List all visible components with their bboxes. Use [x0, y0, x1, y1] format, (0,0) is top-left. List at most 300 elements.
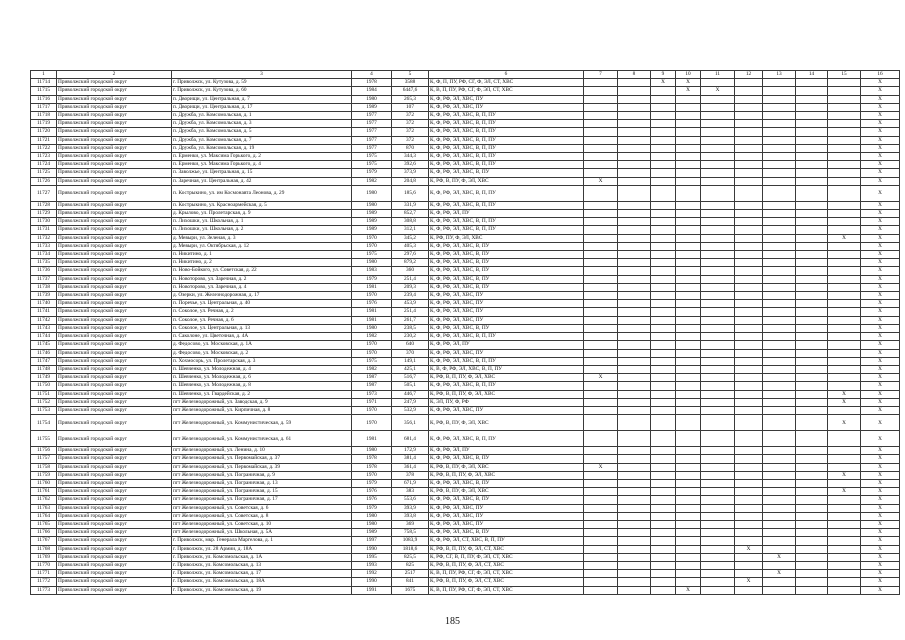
cell-mark-14 [796, 242, 828, 250]
cell-mark-8 [618, 242, 651, 250]
cell-mark-9 [651, 300, 676, 308]
cell-address: пгт Железнодорожный, ул. Школьная, д. 5А [172, 529, 352, 537]
cell-mark-9 [651, 201, 676, 209]
cell-mark-12 [735, 529, 763, 537]
cell-mark-7 [584, 144, 618, 152]
cell-area: 261,7 [392, 316, 429, 324]
column-header-12: 12 [735, 71, 763, 79]
cell-mark-14 [796, 275, 828, 283]
cell-mark-10 [676, 545, 701, 553]
cell-mark-9 [651, 365, 676, 373]
cell-mark-7 [584, 406, 618, 414]
table-row [31, 455, 900, 463]
cell-area: 238,5 [392, 324, 429, 332]
cell-mark-14 [796, 300, 828, 308]
cell-row-id: 11748 [31, 365, 57, 373]
cell-mark-10 [676, 406, 701, 414]
table-row [31, 201, 900, 209]
cell-mark-10 [676, 512, 701, 520]
table-row [31, 537, 900, 545]
table-row [31, 488, 900, 496]
cell-address: г. Приволжск, ул. Комсомольская, д. 19 [172, 586, 352, 594]
table-row [31, 357, 900, 365]
cell-mark-10 [676, 349, 701, 357]
cell-mark-13: Х [763, 570, 796, 578]
cell-address: пгт Железнодорожный, ул. Пограничная, д. 9 [172, 471, 352, 479]
cell-mark-8 [618, 201, 651, 209]
cell-mark-11 [701, 374, 735, 382]
table-row [31, 283, 900, 291]
cell-mark-9 [651, 471, 676, 479]
table-row [31, 520, 900, 528]
cell-mark-9 [651, 103, 676, 111]
cell-structural-elements: К, Ф, РФ, ЭЛ, ХВС, В, П, ПУ [429, 185, 584, 201]
cell-mark-12 [735, 398, 763, 406]
cell-structural-elements: К, РФ, В, ПУ, Ф, ЭЛ, ХВС [429, 463, 584, 471]
table-row [31, 570, 900, 578]
cell-mark-7 [584, 496, 618, 504]
table-row [31, 324, 900, 332]
cell-mark-16: Х [861, 161, 900, 169]
column-header-9: 9 [651, 71, 676, 79]
cell-municipality: Приволжский городской округ [57, 471, 172, 479]
cell-municipality: Приволжский городской округ [57, 496, 172, 504]
cell-mark-15 [828, 87, 861, 95]
cell-mark-8 [618, 267, 651, 275]
cell-mark-7 [584, 529, 618, 537]
cell-mark-12 [735, 259, 763, 267]
cell-mark-8 [618, 586, 651, 594]
cell-mark-15 [828, 292, 861, 300]
column-header-3: 3 [172, 71, 352, 79]
cell-year-built: 1970 [352, 406, 392, 414]
cell-mark-11 [701, 357, 735, 365]
cell-row-id: 11751 [31, 390, 57, 398]
cell-mark-9: Х [651, 79, 676, 87]
cell-municipality: Приволжский городской округ [57, 201, 172, 209]
cell-mark-11 [701, 529, 735, 537]
cell-mark-13 [763, 275, 796, 283]
cell-address: г. Приволжск, ул. Кутузова, д. 60 [172, 87, 352, 95]
cell-mark-11 [701, 406, 735, 414]
table-row [31, 185, 900, 201]
cell-mark-15 [828, 504, 861, 512]
cell-mark-8 [618, 406, 651, 414]
cell-mark-8 [618, 275, 651, 283]
cell-address: п. Шевченко, ул. Молодежная, д. 4 [172, 365, 352, 373]
cell-mark-8 [618, 349, 651, 357]
cell-municipality: Приволжский городской округ [57, 177, 172, 185]
cell-row-id: 11765 [31, 520, 57, 528]
cell-address: п. Дружба, ул. Комсомольская, д. 5 [172, 128, 352, 136]
cell-structural-elements: К, Ф, РФ, ЭЛ, ХВС, В, ПУ [429, 283, 584, 291]
cell-mark-14 [796, 177, 828, 185]
cell-mark-14 [796, 161, 828, 169]
cell-mark-14 [796, 479, 828, 487]
cell-mark-8 [618, 144, 651, 152]
cell-mark-8 [618, 374, 651, 382]
cell-mark-7 [584, 553, 618, 561]
cell-municipality: Приволжский городской округ [57, 374, 172, 382]
cell-mark-15 [828, 333, 861, 341]
cell-municipality: Приволжский городской округ [57, 512, 172, 520]
column-header-1: 1 [31, 71, 57, 79]
cell-mark-13 [763, 79, 796, 87]
cell-mark-14 [796, 390, 828, 398]
cell-municipality: Приволжский городской округ [57, 185, 172, 201]
cell-mark-16: Х [861, 218, 900, 226]
cell-year-built: 1989 [352, 103, 392, 111]
cell-mark-12 [735, 406, 763, 414]
table-row [31, 112, 900, 120]
cell-mark-9 [651, 512, 676, 520]
cell-mark-16: Х [861, 79, 900, 87]
cell-mark-7 [584, 512, 618, 520]
cell-area: 372 [392, 128, 429, 136]
cell-row-id: 11730 [31, 218, 57, 226]
cell-mark-10 [676, 561, 701, 569]
cell-mark-11 [701, 431, 735, 447]
cell-structural-elements: К, В, П, ПУ, РФ, СГ, Ф, ЭЛ, СТ, ХВС [429, 87, 584, 95]
cell-mark-16: Х [861, 226, 900, 234]
cell-mark-9 [651, 570, 676, 578]
cell-mark-11 [701, 455, 735, 463]
cell-mark-11 [701, 545, 735, 553]
column-header-15: 15 [828, 71, 861, 79]
cell-mark-16: Х [861, 185, 900, 201]
cell-mark-7 [584, 218, 618, 226]
cell-area: 372 [392, 120, 429, 128]
cell-year-built: 1987 [352, 382, 392, 390]
cell-mark-11 [701, 512, 735, 520]
cell-mark-14 [796, 374, 828, 382]
cell-area: 230,2 [392, 333, 429, 341]
cell-mark-9 [651, 415, 676, 431]
cell-mark-12 [735, 120, 763, 128]
cell-municipality: Приволжский городской округ [57, 95, 172, 103]
cell-mark-15: Х [828, 398, 861, 406]
cell-address: п. Лихошки, ул. Школьная, д. 1 [172, 218, 352, 226]
cell-mark-12 [735, 455, 763, 463]
table-row [31, 136, 900, 144]
cell-municipality: Приволжский городской округ [57, 242, 172, 250]
cell-address: п. Дружба, ул. Комсомольская, д. 1 [172, 112, 352, 120]
cell-mark-15 [828, 406, 861, 414]
cell-mark-16: Х [861, 267, 900, 275]
cell-year-built: 1980 [352, 201, 392, 209]
cell-mark-16: Х [861, 308, 900, 316]
cell-municipality: Приволжский городской округ [57, 382, 172, 390]
cell-mark-11 [701, 553, 735, 561]
cell-year-built: 1990 [352, 545, 392, 553]
cell-structural-elements: К, Ф, РФ, ЭЛ, СТ, ХВС, В, П, ПУ [429, 537, 584, 545]
cell-row-id: 11726 [31, 177, 57, 185]
cell-address: пгт Железнодорожный, ул. Пограничная, д. 15 [172, 488, 352, 496]
cell-mark-11 [701, 447, 735, 455]
cell-mark-16: Х [861, 529, 900, 537]
cell-mark-15 [828, 201, 861, 209]
cell-mark-7 [584, 120, 618, 128]
cell-row-id: 11719 [31, 120, 57, 128]
table-row [31, 382, 900, 390]
cell-municipality: Приволжский городской округ [57, 292, 172, 300]
cell-year-built: 1992 [352, 570, 392, 578]
cell-area: 251,4 [392, 275, 429, 283]
cell-mark-7 [584, 185, 618, 201]
table-row [31, 259, 900, 267]
cell-mark-10 [676, 578, 701, 586]
cell-area: 446,7 [392, 390, 429, 398]
cell-mark-9 [651, 586, 676, 594]
cell-year-built: 1976 [352, 496, 392, 504]
cell-mark-10 [676, 488, 701, 496]
cell-mark-15 [828, 161, 861, 169]
cell-structural-elements: К, Ф, РФ, ЭЛ, ХВС, В, ПУ [429, 275, 584, 283]
cell-mark-14 [796, 201, 828, 209]
table-row [31, 95, 900, 103]
cell-mark-8 [618, 333, 651, 341]
cell-mark-12 [735, 570, 763, 578]
cell-row-id: 11738 [31, 283, 57, 291]
table-row [31, 504, 900, 512]
cell-mark-14 [796, 79, 828, 87]
cell-area: 393,8 [392, 512, 429, 520]
cell-structural-elements: К, РФ, В, ПУ, Ф, ЭЛ, ХВС [429, 488, 584, 496]
cell-mark-10 [676, 447, 701, 455]
cell-mark-7 [584, 333, 618, 341]
cell-mark-16: Х [861, 357, 900, 365]
cell-row-id: 11743 [31, 324, 57, 332]
cell-mark-12 [735, 242, 763, 250]
cell-mark-14 [796, 218, 828, 226]
cell-row-id: 11766 [31, 529, 57, 537]
cell-municipality: Приволжский городской округ [57, 275, 172, 283]
cell-year-built: 1982 [352, 333, 392, 341]
cell-mark-9 [651, 267, 676, 275]
cell-address: п. Дворищи, ул. Центральная, д. 17 [172, 103, 352, 111]
cell-mark-9 [651, 447, 676, 455]
cell-mark-14 [796, 365, 828, 373]
cell-area: 172,9 [392, 447, 429, 455]
cell-row-id: 11723 [31, 153, 57, 161]
cell-mark-9 [651, 234, 676, 242]
cell-year-built: 1995 [352, 553, 392, 561]
cell-mark-10 [676, 136, 701, 144]
cell-mark-11 [701, 226, 735, 234]
cell-mark-7 [584, 431, 618, 447]
cell-area: 297,6 [392, 251, 429, 259]
cell-mark-14 [796, 324, 828, 332]
cell-mark-10 [676, 374, 701, 382]
cell-municipality: Приволжский городской округ [57, 406, 172, 414]
cell-year-built: 1970 [352, 234, 392, 242]
cell-row-id: 11764 [31, 512, 57, 520]
cell-municipality: Приволжский городской округ [57, 218, 172, 226]
cell-mark-8 [618, 112, 651, 120]
cell-mark-15 [828, 570, 861, 578]
cell-mark-14 [796, 185, 828, 201]
cell-mark-11 [701, 382, 735, 390]
cell-structural-elements: К, РФ, В, ПУ, Ф, ЭЛ, ХВС [429, 177, 584, 185]
cell-mark-10 [676, 218, 701, 226]
cell-mark-14 [796, 234, 828, 242]
cell-mark-15 [828, 112, 861, 120]
cell-address: п. Кострыкино, ул. Красноармейская, д. 5 [172, 201, 352, 209]
cell-mark-12 [735, 283, 763, 291]
cell-mark-9 [651, 382, 676, 390]
cell-mark-10 [676, 283, 701, 291]
cell-municipality: Приволжский городской округ [57, 570, 172, 578]
cell-mark-15 [828, 177, 861, 185]
cell-mark-10 [676, 520, 701, 528]
column-header-13: 13 [763, 71, 796, 79]
cell-mark-14 [796, 169, 828, 177]
cell-mark-16: Х [861, 300, 900, 308]
cell-mark-9 [651, 341, 676, 349]
cell-mark-12 [735, 136, 763, 144]
cell-mark-8 [618, 218, 651, 226]
cell-year-built: 1980 [352, 95, 392, 103]
table-row [31, 561, 900, 569]
cell-row-id: 11747 [31, 357, 57, 365]
cell-mark-10 [676, 382, 701, 390]
cell-mark-8 [618, 120, 651, 128]
cell-mark-9 [651, 333, 676, 341]
cell-municipality: Приволжский городской округ [57, 553, 172, 561]
cell-mark-12 [735, 415, 763, 431]
cell-mark-8 [618, 471, 651, 479]
cell-mark-13 [763, 308, 796, 316]
cell-mark-8 [618, 578, 651, 586]
cell-mark-11: Х [701, 87, 735, 95]
cell-mark-9 [651, 398, 676, 406]
cell-mark-8 [618, 496, 651, 504]
cell-mark-9 [651, 537, 676, 545]
cell-municipality: Приволжский городской округ [57, 144, 172, 152]
cell-mark-7 [584, 242, 618, 250]
cell-mark-11 [701, 415, 735, 431]
cell-structural-elements: К, РФ, В, П, ПУ, Ф, ЭЛ, СТ, ХВС [429, 561, 584, 569]
cell-mark-9 [651, 283, 676, 291]
cell-mark-12 [735, 79, 763, 87]
cell-mark-7 [584, 398, 618, 406]
cell-mark-8 [618, 553, 651, 561]
cell-mark-8 [618, 341, 651, 349]
cell-mark-11 [701, 349, 735, 357]
cell-address: пгт Железнодорожный, ул. Коммунистическая, д. 61 [172, 431, 352, 447]
cell-mark-13 [763, 242, 796, 250]
cell-area: 344,3 [392, 153, 429, 161]
cell-mark-11 [701, 463, 735, 471]
cell-area: 312,1 [392, 226, 429, 234]
cell-mark-10 [676, 95, 701, 103]
page-number: 185 [445, 616, 460, 627]
cell-address: г. Приволжск, мкр. Генерала Маргелова, д. 1 [172, 537, 352, 545]
cell-address: пгт Железнодорожный, ул. Кирпичная, д. 8 [172, 406, 352, 414]
cell-mark-9 [651, 488, 676, 496]
cell-mark-10 [676, 324, 701, 332]
cell-mark-15 [828, 259, 861, 267]
cell-mark-11 [701, 578, 735, 586]
cell-year-built: 1980 [352, 447, 392, 455]
cell-mark-13 [763, 382, 796, 390]
cell-mark-8 [618, 259, 651, 267]
cell-mark-12 [735, 324, 763, 332]
cell-structural-elements: К, РФ, В, П, ПУ, Ф, ЭЛ, ХВС [429, 471, 584, 479]
cell-mark-9 [651, 210, 676, 218]
cell-mark-8 [618, 447, 651, 455]
cell-row-id: 11729 [31, 210, 57, 218]
cell-structural-elements: К, Ф, РФ, ЭЛ, ХВС, В, ПУ [429, 251, 584, 259]
cell-address: г. Приволжск, ул. 28 Армии, д. 18А [172, 545, 352, 553]
cell-mark-11 [701, 201, 735, 209]
cell-area: 372 [392, 136, 429, 144]
cell-structural-elements: К, Ф, РФ, ЭЛ, ХВС, В, П, ПУ [429, 120, 584, 128]
cell-mark-10: Х [676, 79, 701, 87]
cell-mark-16: Х [861, 103, 900, 111]
cell-structural-elements: К, Ф, РФ, ЭЛ, ХВС, ПУ [429, 316, 584, 324]
cell-mark-12 [735, 512, 763, 520]
cell-mark-11 [701, 177, 735, 185]
cell-mark-15 [828, 365, 861, 373]
cell-mark-10 [676, 251, 701, 259]
cell-mark-16: Х [861, 455, 900, 463]
cell-mark-7 [584, 103, 618, 111]
cell-mark-16: Х [861, 283, 900, 291]
cell-mark-7 [584, 128, 618, 136]
cell-area: 841 [392, 578, 429, 586]
cell-mark-8 [618, 308, 651, 316]
cell-mark-11 [701, 275, 735, 283]
cell-mark-8 [618, 128, 651, 136]
cell-area: 2517 [392, 570, 429, 578]
cell-mark-15 [828, 185, 861, 201]
cell-address: п. Новоторово, ул. Заречная, д. 4 [172, 283, 352, 291]
cell-structural-elements: К, Ф, РФ, ЭЛ, ХВС, ПУ [429, 300, 584, 308]
cell-mark-16: Х [861, 406, 900, 414]
cell-mark-13 [763, 201, 796, 209]
cell-structural-elements: К, Ф, РФ, ЭЛ, ХВС, В, П, ПУ [429, 128, 584, 136]
cell-area: 378 [392, 471, 429, 479]
cell-mark-9 [651, 161, 676, 169]
cell-address: п. Шевченко, ул. Молодежная, д. 8 [172, 382, 352, 390]
cell-address: г. Приволжск, ул. Кутузова, д. 59 [172, 79, 352, 87]
cell-mark-9 [651, 144, 676, 152]
table-row [31, 234, 900, 242]
cell-mark-12 [735, 177, 763, 185]
cell-mark-7 [584, 570, 618, 578]
cell-address: п. Саколоне, ул. Цветочная, д. 4А [172, 333, 352, 341]
cell-mark-15 [828, 586, 861, 594]
cell-mark-13 [763, 136, 796, 144]
cell-municipality: Приволжский городской округ [57, 251, 172, 259]
column-header-6: 6 [429, 71, 584, 79]
cell-mark-12 [735, 357, 763, 365]
cell-mark-9 [651, 406, 676, 414]
cell-mark-10 [676, 103, 701, 111]
cell-mark-16: Х [861, 553, 900, 561]
cell-mark-12: Х [735, 545, 763, 553]
column-header-4: 4 [352, 71, 392, 79]
cell-mark-9 [651, 95, 676, 103]
cell-mark-15 [828, 349, 861, 357]
cell-municipality: Приволжский городской округ [57, 136, 172, 144]
cell-mark-7 [584, 251, 618, 259]
cell-structural-elements: К, Ф, РФ, ЭЛ, ХВС, В, П, ПУ [429, 218, 584, 226]
cell-area: 640 [392, 341, 429, 349]
cell-municipality: Приволжский городской округ [57, 300, 172, 308]
cell-mark-7 [584, 275, 618, 283]
